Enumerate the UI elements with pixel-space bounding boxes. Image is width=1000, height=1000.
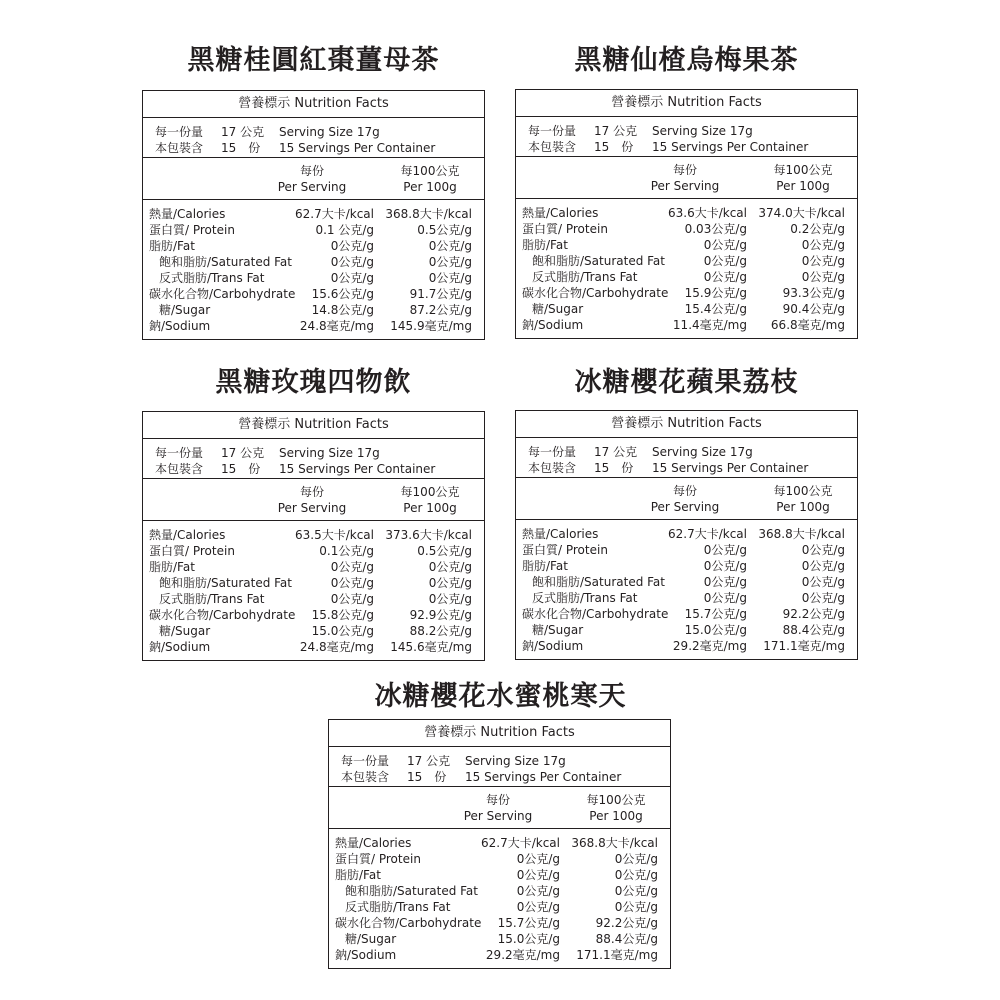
per-100g-value: 0公克/g	[428, 239, 472, 253]
nutrient-row-fat	[516, 558, 857, 574]
servings-per-container-value: 15 份	[221, 141, 261, 155]
per-serving-value: 0公克/g	[516, 868, 560, 882]
nutrient-row-protein	[143, 222, 484, 238]
nutrient-label: 鈉/Sodium	[149, 319, 211, 333]
nutrient-row-carbohydrate	[143, 286, 484, 302]
per-100g-value: 0公克/g	[801, 254, 845, 268]
nutrient-label: 熱量/Calories	[149, 207, 226, 221]
per-serving-value: 0公克/g	[330, 592, 374, 606]
per-serving-en: Per Serving	[650, 179, 720, 193]
per-100g-zh: 每100公克	[773, 163, 833, 177]
nutrient-row-trans-fat	[143, 591, 484, 607]
per-serving-en: Per Serving	[463, 809, 533, 823]
per-100g-value: 0公克/g	[801, 559, 845, 573]
servings-per-container-label: 本包裝含	[155, 462, 204, 476]
serving-size-label: 每一份量	[528, 445, 577, 459]
per-serving-value: 0公克/g	[703, 238, 747, 252]
per-serving-value: 24.8毫克/mg	[299, 640, 374, 654]
per-serving-value: 0公克/g	[330, 560, 374, 574]
nutrient-label: 熱量/Calories	[522, 206, 599, 220]
per-100g-value: 0公克/g	[614, 900, 658, 914]
servings-per-container-text: 15 Servings Per Container	[652, 140, 809, 154]
per-100g-value: 0公克/g	[801, 591, 845, 605]
nutrient-label: 蛋白質/ Protein	[522, 543, 608, 557]
nutrient-label: 脂肪/Fat	[522, 559, 568, 573]
nutrient-label: 糖/Sugar	[345, 932, 397, 946]
nutrient-label: 熱量/Calories	[335, 836, 412, 850]
per-100g-en: Per 100g	[776, 500, 830, 514]
nutrition-facts-panel	[142, 90, 485, 340]
nutrient-label: 脂肪/Fat	[522, 238, 568, 252]
per-serving-value: 29.2毫克/mg	[672, 639, 747, 653]
per-100g-value: 0.5公克/g	[417, 544, 472, 558]
product-title-brown-sugar-hawthorn-plum-tea: 黑糖仙楂烏梅果茶	[574, 45, 799, 76]
per-100g-value: 92.2公克/g	[595, 916, 658, 930]
per-serving-value: 0公克/g	[516, 852, 560, 866]
per-100g-value: 145.6毫克/mg	[390, 640, 472, 654]
nutrition-facts-panel	[328, 719, 671, 969]
serving-size-label: 每一份量	[155, 446, 204, 460]
panel-header: 營養標示 Nutrition Facts	[143, 412, 484, 439]
nutrient-label: 鈉/Sodium	[522, 318, 584, 332]
per-100g-value: 145.9毫克/mg	[390, 319, 472, 333]
panel-header: 營養標示 Nutrition Facts	[516, 411, 857, 438]
nutrient-row-sugar	[516, 622, 857, 638]
per-100g-value: 91.7公克/g	[409, 287, 472, 301]
per-serving-value: 0公克/g	[330, 239, 374, 253]
nutrient-row-carbohydrate	[516, 285, 857, 301]
serving-size-text: Serving Size 17g	[279, 125, 380, 139]
per-serving-value: 62.7大卡/kcal	[668, 527, 747, 541]
nutrient-label: 碳水化合物/Carbohydrate	[335, 916, 482, 930]
product-title-rock-sugar-sakura-apple-lychee: 冰糖櫻花蘋果荔枝	[574, 367, 799, 398]
nutrient-label: 蛋白質/ Protein	[522, 222, 608, 236]
servings-per-container-text: 15 Servings Per Container	[652, 461, 809, 475]
nutrient-rows	[516, 520, 857, 659]
per-serving-value: 63.6大卡/kcal	[668, 206, 747, 220]
serving-info	[143, 439, 484, 479]
per-serving-value: 29.2毫克/mg	[485, 948, 560, 962]
serving-info	[143, 118, 484, 158]
servings-per-container-text: 15 Servings Per Container	[279, 462, 436, 476]
per-100g-zh: 每100公克	[773, 484, 833, 498]
per-serving-value: 15.4公克/g	[684, 302, 747, 316]
per-100g-value: 93.3公克/g	[782, 286, 845, 300]
nutrient-row-sodium	[329, 947, 670, 963]
per-100g-value: 0.5公克/g	[417, 223, 472, 237]
per-100g-value: 88.2公克/g	[409, 624, 472, 638]
per-100g-value: 0公克/g	[428, 255, 472, 269]
nutrient-row-trans-fat	[329, 899, 670, 915]
per-serving-value: 0公克/g	[330, 576, 374, 590]
nutrition-facts-panel	[142, 411, 485, 661]
nutrient-row-calories	[516, 205, 857, 221]
nutrient-row-calories	[143, 206, 484, 222]
serving-size-text: Serving Size 17g	[652, 445, 753, 459]
per-100g-value: 90.4公克/g	[782, 302, 845, 316]
nutrient-row-trans-fat	[143, 270, 484, 286]
servings-per-container-value: 15 份	[221, 462, 261, 476]
serving-size-label: 每一份量	[155, 125, 204, 139]
nutrient-label: 碳水化合物/Carbohydrate	[149, 287, 296, 301]
per-serving-value: 63.5大卡/kcal	[295, 528, 374, 542]
nutrient-row-saturated-fat	[143, 575, 484, 591]
per-serving-value: 15.7公克/g	[497, 916, 560, 930]
per-100g-en: Per 100g	[589, 809, 643, 823]
nutrient-row-sugar	[143, 623, 484, 639]
serving-size-label: 每一份量	[341, 754, 390, 768]
nutrient-label: 糖/Sugar	[159, 624, 211, 638]
nutrient-rows	[143, 200, 484, 339]
per-100g-zh: 每100公克	[400, 164, 460, 178]
nutrient-label: 飽和脂肪/Saturated Fat	[345, 884, 478, 898]
per-serving-value: 0公克/g	[703, 270, 747, 284]
per-100g-zh: 每100公克	[586, 793, 646, 807]
per-serving-value: 62.7大卡/kcal	[295, 207, 374, 221]
per-100g-value: 0公克/g	[428, 576, 472, 590]
per-serving-value: 0公克/g	[703, 559, 747, 573]
per-100g-value: 0公克/g	[614, 884, 658, 898]
nutrient-label: 飽和脂肪/Saturated Fat	[159, 255, 292, 269]
per-serving-value: 0公克/g	[703, 591, 747, 605]
servings-per-container-value: 15 份	[594, 461, 634, 475]
per-serving-en: Per Serving	[277, 501, 347, 515]
per-serving-value: 11.4毫克/mg	[672, 318, 747, 332]
per-serving-value: 15.0公克/g	[497, 932, 560, 946]
per-100g-value: 88.4公克/g	[782, 623, 845, 637]
nutrient-row-protein	[143, 543, 484, 559]
servings-per-container-value: 15 份	[594, 140, 634, 154]
nutrient-row-saturated-fat	[516, 574, 857, 590]
nutrient-label: 脂肪/Fat	[149, 239, 195, 253]
per-100g-value: 0公克/g	[801, 238, 845, 252]
nutrition-facts-panel	[515, 89, 858, 339]
nutrient-row-sodium	[516, 317, 857, 333]
nutrient-row-calories	[329, 835, 670, 851]
nutrient-row-sodium	[143, 639, 484, 655]
per-100g-value: 171.1毫克/mg	[576, 948, 658, 962]
per-serving-zh: 每份	[672, 163, 697, 177]
nutrient-label: 反式脂肪/Trans Fat	[159, 592, 265, 606]
per-serving-value: 0.1 公克/g	[315, 223, 374, 237]
per-serving-value: 0公克/g	[516, 900, 560, 914]
per-100g-value: 0公克/g	[801, 575, 845, 589]
nutrient-label: 鈉/Sodium	[149, 640, 211, 654]
servings-per-container-label: 本包裝含	[341, 770, 390, 784]
nutrition-facts-panel	[515, 410, 858, 660]
per-100g-value: 88.4公克/g	[595, 932, 658, 946]
per-100g-value: 368.8大卡/kcal	[571, 836, 658, 850]
per-100g-value: 171.1毫克/mg	[763, 639, 845, 653]
per-100g-value: 87.2公克/g	[409, 303, 472, 317]
per-100g-en: Per 100g	[403, 501, 457, 515]
per-serving-value: 24.8毫克/mg	[299, 319, 374, 333]
per-serving-value: 0公克/g	[330, 255, 374, 269]
nutrient-label: 反式脂肪/Trans Fat	[159, 271, 265, 285]
nutrient-label: 脂肪/Fat	[335, 868, 381, 882]
per-serving-zh: 每份	[672, 484, 697, 498]
column-header	[329, 787, 670, 829]
nutrient-row-sugar	[143, 302, 484, 318]
per-serving-value: 62.7大卡/kcal	[481, 836, 560, 850]
nutrient-label: 碳水化合物/Carbohydrate	[149, 608, 296, 622]
panel-header: 營養標示 Nutrition Facts	[329, 720, 670, 747]
panel-header: 營養標示 Nutrition Facts	[516, 90, 857, 117]
nutrient-rows	[329, 829, 670, 968]
per-serving-value: 15.6公克/g	[311, 287, 374, 301]
servings-per-container-label: 本包裝含	[528, 140, 577, 154]
nutrient-row-fat	[143, 559, 484, 575]
column-header	[143, 158, 484, 200]
nutrient-label: 糖/Sugar	[532, 302, 584, 316]
nutrient-row-carbohydrate	[329, 915, 670, 931]
per-serving-en: Per Serving	[650, 500, 720, 514]
nutrient-row-protein	[516, 221, 857, 237]
per-100g-value: 0公克/g	[428, 271, 472, 285]
per-100g-value: 0公克/g	[428, 560, 472, 574]
per-100g-value: 0公克/g	[614, 852, 658, 866]
servings-per-container-value: 15 份	[407, 770, 447, 784]
nutrient-row-calories	[516, 526, 857, 542]
servings-per-container-label: 本包裝含	[155, 141, 204, 155]
per-100g-value: 0公克/g	[801, 543, 845, 557]
per-serving-zh: 每份	[299, 164, 324, 178]
nutrient-row-sugar	[516, 301, 857, 317]
per-100g-value: 368.8大卡/kcal	[758, 527, 845, 541]
per-100g-value: 0.2公克/g	[790, 222, 845, 236]
nutrient-row-saturated-fat	[143, 254, 484, 270]
nutrient-row-fat	[516, 237, 857, 253]
serving-info	[516, 117, 857, 157]
serving-size-text: Serving Size 17g	[465, 754, 566, 768]
nutrient-row-sodium	[143, 318, 484, 334]
nutrient-label: 飽和脂肪/Saturated Fat	[532, 575, 665, 589]
serving-info	[329, 747, 670, 787]
nutrient-label: 反式脂肪/Trans Fat	[532, 591, 638, 605]
serving-size-text: Serving Size 17g	[652, 124, 753, 138]
nutrient-label: 蛋白質/ Protein	[149, 544, 235, 558]
per-serving-en: Per Serving	[277, 180, 347, 194]
serving-size-text: Serving Size 17g	[279, 446, 380, 460]
per-100g-value: 368.8大卡/kcal	[385, 207, 472, 221]
per-serving-value: 14.8公克/g	[311, 303, 374, 317]
per-serving-value: 0公克/g	[330, 271, 374, 285]
panel-header: 營養標示 Nutrition Facts	[143, 91, 484, 118]
nutrient-label: 碳水化合物/Carbohydrate	[522, 607, 669, 621]
serving-size-value: 17 公克	[407, 754, 451, 768]
per-serving-value: 15.8公克/g	[311, 608, 374, 622]
product-title-brown-sugar-longan-jujube-ginger-tea: 黑糖桂圓紅棗薑母茶	[187, 45, 440, 76]
nutrient-row-trans-fat	[516, 590, 857, 606]
product-title-rock-sugar-sakura-peach-agar: 冰糖櫻花水蜜桃寒天	[374, 681, 627, 712]
nutrient-row-sodium	[516, 638, 857, 654]
servings-per-container-text: 15 Servings Per Container	[279, 141, 436, 155]
per-serving-value: 15.9公克/g	[684, 286, 747, 300]
servings-per-container-label: 本包裝含	[528, 461, 577, 475]
nutrient-label: 熱量/Calories	[149, 528, 226, 542]
servings-per-container-text: 15 Servings Per Container	[465, 770, 622, 784]
per-100g-value: 0公克/g	[428, 592, 472, 606]
serving-size-label: 每一份量	[528, 124, 577, 138]
per-serving-value: 0公克/g	[703, 254, 747, 268]
nutrient-row-fat	[329, 867, 670, 883]
column-header	[516, 157, 857, 199]
per-100g-value: 66.8毫克/mg	[770, 318, 845, 332]
per-100g-value: 92.9公克/g	[409, 608, 472, 622]
nutrient-row-carbohydrate	[143, 607, 484, 623]
per-serving-zh: 每份	[299, 485, 324, 499]
per-serving-value: 15.0公克/g	[311, 624, 374, 638]
per-serving-value: 0公克/g	[703, 543, 747, 557]
nutrient-row-protein	[329, 851, 670, 867]
nutrient-row-sugar	[329, 931, 670, 947]
serving-size-value: 17 公克	[594, 445, 638, 459]
nutrient-label: 蛋白質/ Protein	[149, 223, 235, 237]
per-100g-value: 92.2公克/g	[782, 607, 845, 621]
nutrient-rows	[516, 199, 857, 338]
nutrient-label: 反式脂肪/Trans Fat	[532, 270, 638, 284]
nutrient-row-calories	[143, 527, 484, 543]
nutrient-row-fat	[143, 238, 484, 254]
nutrient-label: 飽和脂肪/Saturated Fat	[532, 254, 665, 268]
nutrient-rows	[143, 521, 484, 660]
nutrient-row-trans-fat	[516, 269, 857, 285]
nutrient-label: 鈉/Sodium	[335, 948, 397, 962]
per-serving-value: 0.1公克/g	[319, 544, 374, 558]
per-100g-value: 374.0大卡/kcal	[758, 206, 845, 220]
per-100g-value: 0公克/g	[801, 270, 845, 284]
nutrient-label: 蛋白質/ Protein	[335, 852, 421, 866]
per-serving-value: 0公克/g	[703, 575, 747, 589]
nutrient-label: 反式脂肪/Trans Fat	[345, 900, 451, 914]
nutrient-label: 碳水化合物/Carbohydrate	[522, 286, 669, 300]
nutrient-row-protein	[516, 542, 857, 558]
per-serving-value: 0.03公克/g	[684, 222, 747, 236]
nutrient-label: 糖/Sugar	[532, 623, 584, 637]
nutrient-label: 糖/Sugar	[159, 303, 211, 317]
per-serving-value: 15.0公克/g	[684, 623, 747, 637]
per-100g-zh: 每100公克	[400, 485, 460, 499]
nutrient-label: 脂肪/Fat	[149, 560, 195, 574]
per-serving-value: 0公克/g	[516, 884, 560, 898]
serving-info	[516, 438, 857, 478]
column-header	[516, 478, 857, 520]
per-100g-value: 373.6大卡/kcal	[385, 528, 472, 542]
per-100g-value: 0公克/g	[614, 868, 658, 882]
serving-size-value: 17 公克	[221, 446, 265, 460]
product-title-brown-sugar-rose-siwu-drink: 黑糖玫瑰四物飲	[215, 367, 412, 398]
per-100g-en: Per 100g	[403, 180, 457, 194]
per-serving-value: 15.7公克/g	[684, 607, 747, 621]
nutrient-row-saturated-fat	[329, 883, 670, 899]
serving-size-value: 17 公克	[594, 124, 638, 138]
serving-size-value: 17 公克	[221, 125, 265, 139]
nutrient-row-carbohydrate	[516, 606, 857, 622]
nutrient-label: 鈉/Sodium	[522, 639, 584, 653]
nutrient-label: 熱量/Calories	[522, 527, 599, 541]
nutrient-row-saturated-fat	[516, 253, 857, 269]
column-header	[143, 479, 484, 521]
nutrient-label: 飽和脂肪/Saturated Fat	[159, 576, 292, 590]
per-serving-zh: 每份	[485, 793, 510, 807]
per-100g-en: Per 100g	[776, 179, 830, 193]
